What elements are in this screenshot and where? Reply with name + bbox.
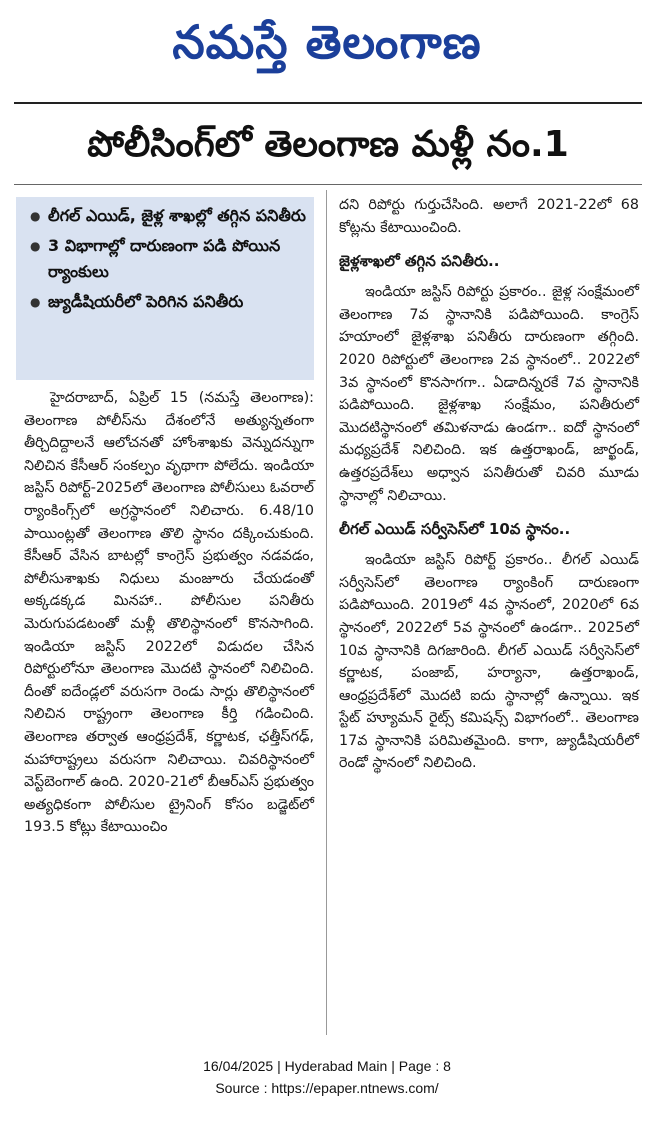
section-subheading: జైళ్లశాఖలో తగ్గిన పనితీరు..	[339, 252, 500, 271]
article-column-right	[339, 194, 639, 775]
highlight-item: ● జ్యుడీషియరీలో పెరిగిన పనితీరు	[30, 289, 306, 315]
headline-rule	[14, 184, 642, 185]
newspaper-masthead: నమస్తే తెలంగాణ	[172, 15, 482, 69]
article-headline: పోలీసింగ్‌లో తెలంగాణ మళ్లీ నం.1	[87, 124, 569, 165]
column-divider	[326, 190, 327, 1035]
section-subheading: లీగల్ ఎయిడ్ సర్వీసెస్‌లో 10వ స్థానం..	[339, 520, 571, 539]
masthead-rule	[14, 102, 642, 104]
article-paragraph: దని రిపోర్టు గుర్తుచేసింది. అలాగే 2021-22లో 68 కోట్లను కేటాయించింది.	[339, 197, 639, 236]
article-column-left	[24, 387, 314, 839]
highlights-box	[16, 197, 314, 380]
footer-source-link[interactable]: Source : https://epaper.ntnews.com/	[215, 1080, 439, 1096]
highlight-item: ● లీగల్ ఎయిడ్, జైళ్ల శాఖల్లో తగ్గిన పనితీరు	[30, 203, 306, 229]
footer-edition-info: 16/04/2025 | Hyderabad Main | Page : 8	[203, 1058, 451, 1074]
article-paragraph: ఇండియా జస్టిస్ రిపోర్ట్ ప్రకారం.. లీగల్ ఎయిడ్ సర్వీసెస్‌లో తెలంగాణ ర్యాంకింగ్ దారుణంగా పడిపోయింది. 2019లో 4వ స్థానంలో, 2020లో 6వ స్థానంలో, 2022లో 5వ స్థానంలో ఉండగా.. 2025లో 10వ స్థానానికి దిగజారింది. లీగల్ ఎయిడ్ సర్వీసెస్‌లో కర్ణాటక, పంజాబ్, హర్యానా, ఉత్తరాఖండ్, ఆంధ్రప్రదేశ్‌లో మొదటి ఐదు స్థానాల్లో ఉన్నాయి. ఇక స్టేట్ హ్యూమన్ రైట్స్ కమిషన్స్ విభాగంలో.. తెలంగాణ 17వ స్థానానికి పరిమితమైంది. కాగా, జ్యుడీషియరీలో రెండో స్థానంలో నిలిచింది.	[339, 552, 639, 772]
highlight-item: ● 3 విభాగాల్లో దారుణంగా పడి పోయిన ర్యాంకులు	[30, 233, 306, 285]
article-paragraph: హైదరాబాద్, ఏప్రిల్ 15 (నమస్తే తెలంగాణ): తెలంగాణ పోలీస్‌ను దేశంలోనే అత్యున్నతంగా తీర్చిదిద్దాలనే ఆలోచనతో హోంశాఖకు వెన్నుదన్నుగా నిలిచిన కేసీఆర్ సంకల్పం వృథాగా పోలేదు. ఇండియా జస్టిస్ రిపోర్ట్-2025లో తెలంగాణ పోలీసులు ఓవరాల్ ర్యాంకింగ్స్‌లో అగ్రస్థానంలో నిలిచారు. 6.48/10 పాయింట్లతో తెలంగాణ తొలి స్థానం దక్కించుకుంది. కేసీఆర్ వేసిన బాటల్లో కాంగ్రెస్ ప్రభుత్వం నడవడం, పోలీసుశాఖకు నిధులు మంజూరు చేయడంతో అక్కడక్కడ మినహా.. పోలీసుల పనితీరు మెరుగుపడటంతో మళ్లీ తొలిస్థానంలో కొనసాగింది. ఇండియా జస్టిస్ 2022లో విడుదల చేసిన రిపోర్టులోనూ తెలంగాణ మొదటి స్థానంలో నిలిచింది. దీంతో ఐదేండ్లలో వరుసగా రెండు సార్లు తొలిస్థానంలో నిలిచిన రాష్ట్రంగా తెలంగాణ కీర్తి గడించింది. తెలంగాణ తర్వాత ఆంధ్రప్రదేశ్, కర్ణాటక, ఛత్తీస్‌గఢ్, మహారాష్ట్రలు వరుసగా నిలిచాయి. చివరిస్థానంలో వెస్ట్‌బెంగాల్ ఉంది. 2020-21లో బీఆర్‌ఎస్ ప్రభుత్వం అత్యధికంగా పోలీసుల ట్రైనింగ్ కోసం బడ్జెట్‌లో 193.5 కోట్లు కేటాయించిం	[24, 390, 314, 836]
article-paragraph: ఇండియా జస్టిస్ రిపోర్టు ప్రకారం.. జైళ్ల సంక్షేమంలో తెలంగాణ 7వ స్థానానికి పడిపోయింది. కాంగ్రెస్ హయాంలో జైళ్లశాఖ పనితీరు దారుణంగా తగ్గింది. 2020 రిపోర్టులో తెలంగాణ 2వ స్థానంలో.. 2022లో 3వ స్థానంలో కొనసాగగా.. ఏడాదిన్నరకే 7వ స్థానానికి పడిపోయింది. జైళ్లశాఖ సంక్షేమం, పనితీరులో మొదటిస్థానంలో తమిళనాడు ఉండగా.. ఐదో స్థానంలో మధ్యప్రదేశ్ నిలిచింది. ఇక ఉత్తరాఖండ్, జార్ఖండ్, ఉత్తరప్రదేశ్‌లు అధ్వాన పనితీరుతో చివరి మూడు స్థానాల్లో నిలిచాయి.	[339, 284, 639, 504]
